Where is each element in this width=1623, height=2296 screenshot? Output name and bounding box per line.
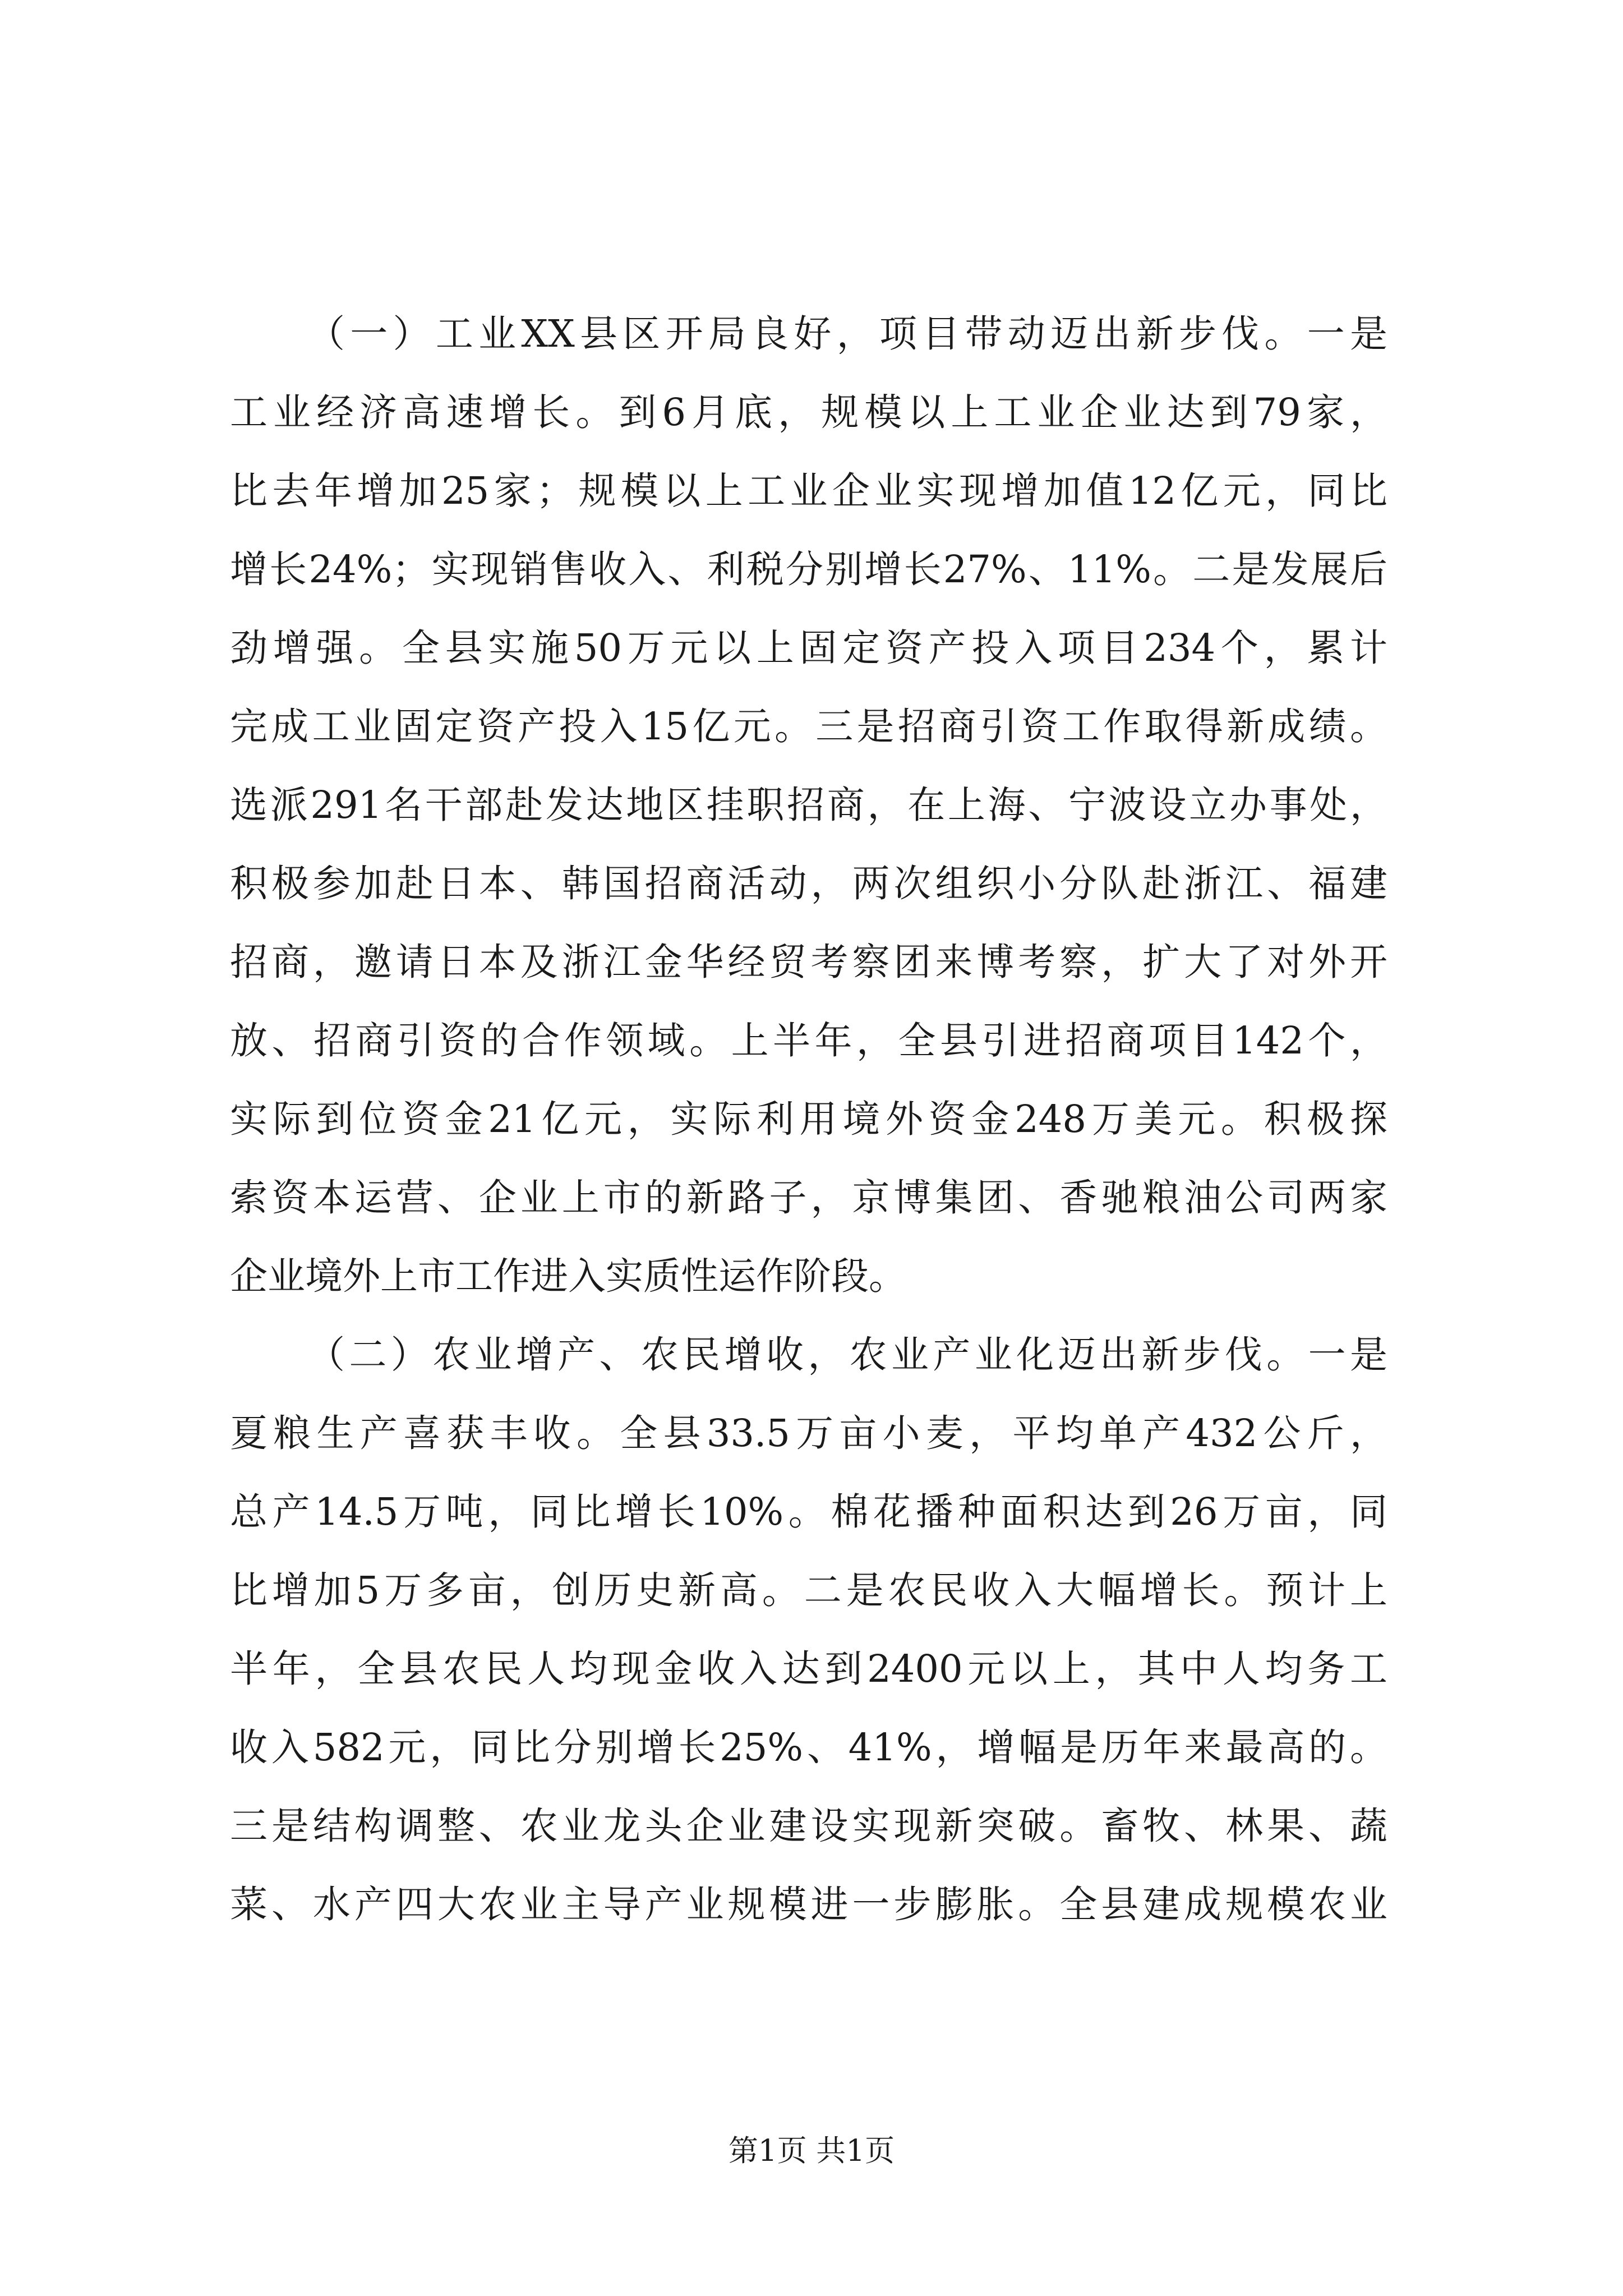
paragraph-2-line-3: 总产14.5万吨，同比增长10%。棉花播种面积达到26万亩，同 bbox=[230, 1490, 1387, 1534]
page-footer: 第1页 共1页 bbox=[728, 2134, 895, 2168]
paragraph-1-line-3: 比去年增加25家；规模以上工业企业实现增加值12亿元，同比 bbox=[230, 469, 1387, 513]
paragraph-1-line-9: 招商，邀请日本及浙江金华经贸考察团来博考察，扩大了对外开 bbox=[230, 940, 1387, 984]
paragraph-2-line-5: 半年，全县农民人均现金收入达到2400元以上，其中人均务工 bbox=[230, 1647, 1387, 1691]
paragraph-2-line-1: （二）农业增产、农民增收，农业产业化迈出新步伐。一是 bbox=[307, 1333, 1387, 1377]
paragraph-1-line-13: 企业境外上市工作进入实质性运作阶段。 bbox=[230, 1254, 906, 1298]
paragraph-1-line-6: 完成工业固定资产投入15亿元。三是招商引资工作取得新成绩。 bbox=[230, 705, 1387, 748]
paragraph-2-line-7: 三是结构调整、农业龙头企业建设实现新突破。畜牧、林果、蔬 bbox=[230, 1804, 1387, 1848]
paragraph-1-line-2: 工业经济高速增长。到6月底，规模以上工业企业达到79家， bbox=[230, 390, 1387, 434]
paragraph-2-line-8: 菜、水产四大农业主导产业规模进一步膨胀。全县建成规模农业 bbox=[230, 1883, 1387, 1926]
paragraph-1-line-12: 索资本运营、企业上市的新路子，京博集团、香驰粮油公司两家 bbox=[230, 1176, 1387, 1220]
paragraph-1-line-8: 积极参加赴日本、韩国招商活动，两次组织小分队赴浙江、福建 bbox=[230, 862, 1387, 905]
paragraph-1-line-11: 实际到位资金21亿元，实际利用境外资金248万美元。积极探 bbox=[230, 1097, 1387, 1141]
paragraph-2-line-4: 比增加5万多亩，创历史新高。二是农民收入大幅增长。预计上 bbox=[230, 1568, 1387, 1612]
paragraph-1-line-5: 劲增强。全县实施50万元以上固定资产投入项目234个，累计 bbox=[230, 626, 1387, 670]
paragraph-1-line-4: 增长24%；实现销售收入、利税分别增长27%、11%。二是发展后 bbox=[230, 547, 1387, 591]
paragraph-2-line-6: 收入582元，同比分别增长25%、41%，增幅是历年来最高的。 bbox=[230, 1726, 1387, 1769]
paragraph-2-line-2: 夏粮生产喜获丰收。全县33.5万亩小麦，平均单产432公斤， bbox=[230, 1411, 1387, 1455]
paragraph-1-line-1: （一）工业XX县区开局良好，项目带动迈出新步伐。一是 bbox=[307, 312, 1387, 356]
paragraph-1-line-10: 放、招商引资的合作领域。上半年，全县引进招商项目142个， bbox=[230, 1019, 1387, 1062]
paragraph-1-line-7: 选派291名干部赴发达地区挂职招商，在上海、宁波设立办事处， bbox=[230, 783, 1387, 827]
